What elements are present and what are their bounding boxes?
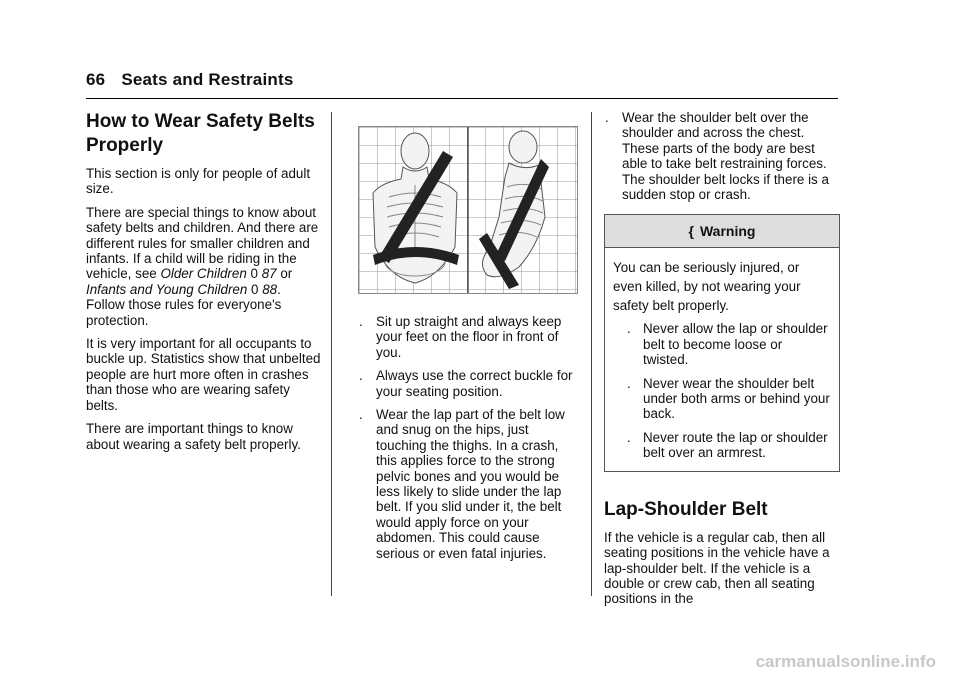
bullet-marker: . (627, 375, 631, 391)
bullet-marker: . (627, 321, 631, 337)
column-divider-left (331, 112, 332, 596)
paragraph-children: There are special things to know about safety belts and children. And there are different rules for smaller children and infants. If a child will be riding in the vehicle, see Older Children 0 87 or Infants and Young Children 0 88. Follow those rules for everyone's protection. (86, 204, 319, 328)
bullet-marker: . (359, 314, 363, 329)
page-ref-88[interactable]: 88 (262, 281, 278, 297)
list-item: . Always use the correct buckle for your seating position. (359, 368, 573, 399)
section-heading: How to Wear Safety Belts Properly (86, 111, 315, 156)
posture-bullet-list (358, 314, 576, 561)
link-older-children[interactable]: Older Children (160, 266, 247, 282)
watermark: carmanualsonline.info (755, 652, 936, 671)
header-rule (86, 98, 838, 99)
list-item: . Never allow the lap or shoulder belt to become loose or twisted. (627, 321, 828, 368)
bullet-marker: . (627, 429, 631, 445)
page-ref-symbol: 0 (250, 266, 258, 282)
warning-title: Warning (699, 223, 756, 240)
warning-header (605, 215, 839, 248)
section-title: Seats and Restraints (121, 70, 294, 89)
bullet-marker: . (605, 110, 609, 125)
shoulder-bullet-list (604, 110, 840, 202)
warning-body (605, 248, 839, 470)
lap-shoulder-heading: Lap-Shoulder Belt (604, 498, 768, 520)
page-ref-87[interactable]: 87 (261, 266, 277, 282)
column-right (604, 110, 840, 615)
bullet-marker: . (359, 368, 363, 384)
paragraph-statistics: It is very important for all occupants to buckle up. Statistics show that unbelted people are hurt more often in crashes than those who are wearing safety belts. (86, 336, 321, 413)
page-number: 66 (86, 70, 106, 89)
paragraph-lap-shoulder: If the vehicle is a regular cab, then all seating positions in the vehicle have a lap-shoulder belt. If the vehicle is a double or crew cab, then all seating positions in the (604, 529, 830, 607)
list-item: . Sit up straight and always keep your feet on the floor in front of you. (359, 314, 562, 360)
paragraph-adult-size: This section is only for people of adult size. (86, 166, 311, 197)
paragraph-important-things: There are important things to know about wearing a safety belt properly. (86, 421, 301, 452)
column-divider-right (591, 112, 592, 596)
bullet-marker: . (359, 407, 363, 423)
list-item: . Never route the lap or shoulder belt over an armrest. (627, 429, 828, 461)
warning-box (604, 214, 840, 471)
column-middle (358, 110, 576, 569)
list-item: . Wear the lap part of the belt low and snug on the hips, just touching the thighs. In a crash, this applies force to the strong pelvic bones and you would be less likely to slide under the lap belt. If you slid under it, the belt would apply force on your abdomen. This could cause serious or even fatal injuries. (359, 407, 565, 561)
warning-intro: You can be seriously injured, or even killed, by not wearing your safety belt properly. (613, 260, 801, 314)
link-infants-young-children[interactable]: Infants and Young Children (86, 281, 248, 297)
safety-belt-illustration (358, 126, 578, 294)
list-item: . Wear the shoulder belt over the shoulder and across the chest. These parts of the body are best able to take belt restraining forces. The shoulder belt locks if there is a sudden stop or crash. (605, 110, 829, 203)
list-item: . Never wear the shoulder belt under both arms or behind your back. (627, 375, 830, 422)
warning-list (613, 321, 831, 460)
column-left (86, 110, 322, 460)
warning-symbol-icon: { (688, 223, 694, 240)
page-header (86, 70, 294, 90)
page-ref-symbol: 0 (251, 281, 259, 297)
